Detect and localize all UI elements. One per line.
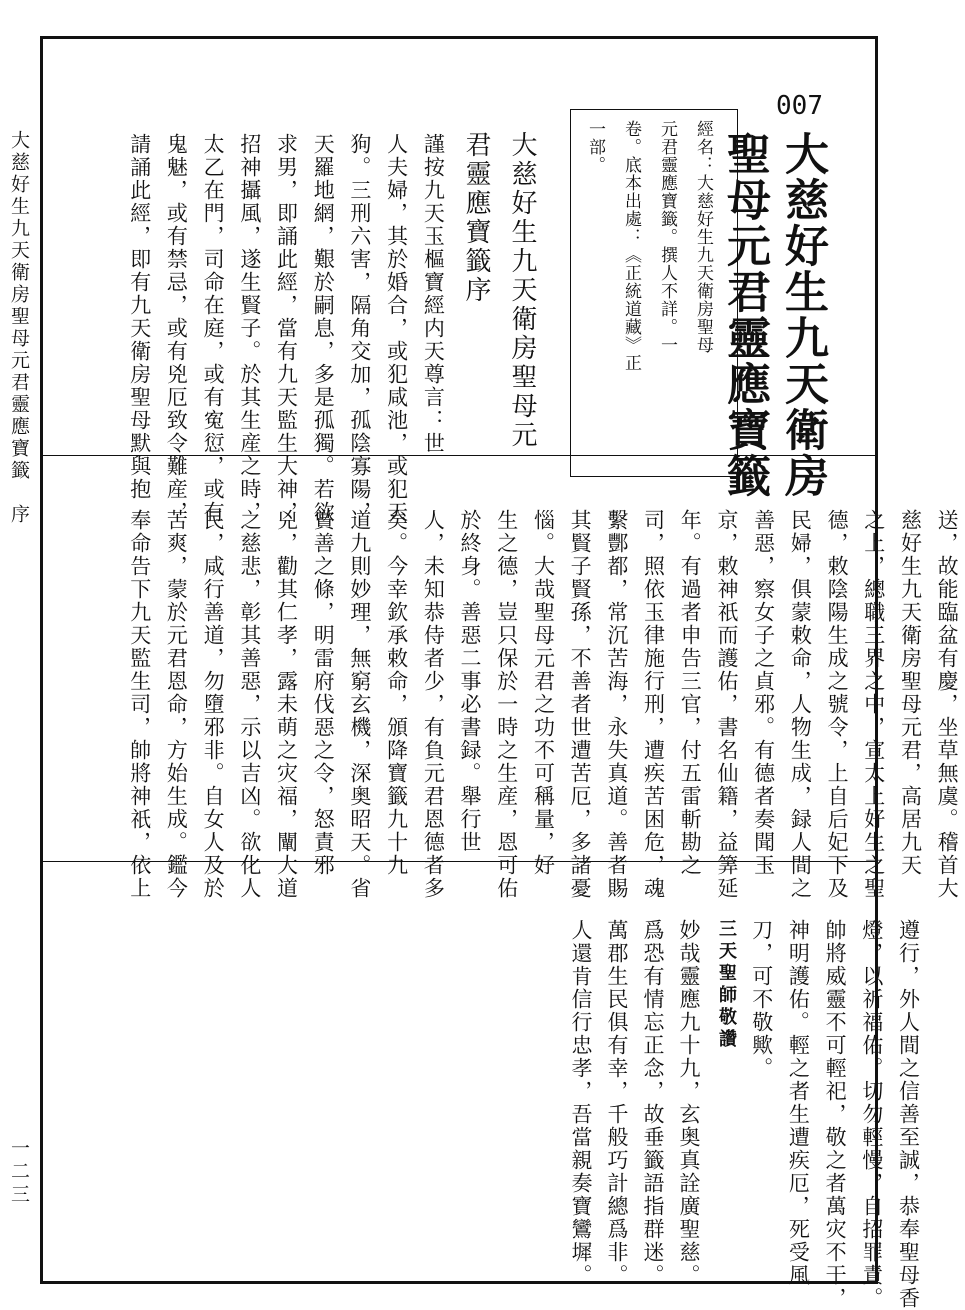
preface-body-top: 謹按九天玉樞寶經内天尊言：世 人夫婦，其於婚合，或犯咸池，或犯天 狗。三刑六害，隔角交加，孤陰寡陽， 天羅地網，艱於嗣息，多是孤獨。若欲 求男，即誦此經，當有九天監生大神， 招神攝風，遂生賢子。於其生産之時， 太乙在門，司命在庭，或有寃愆，或有 鬼魅，或有禁忌，或有兇厄致令難産， 請誦此經，即有九天衛房聖母默與抱 [127, 133, 446, 524]
metadata-text: 經名：大慈好生九天衛房聖母 元君靈應寶籤。撰人不詳。一 卷。底本出處：《正統道藏》正 一部。 [585, 120, 713, 372]
verse-title: 三天聖師敬讚 [716, 919, 737, 1051]
page-number: 一二三 [8, 1138, 30, 1207]
page-frame [40, 36, 960, 1310]
metadata-box [570, 109, 738, 477]
running-header: 大慈好生九天衛房聖母元君靈應寶籤 序 [8, 130, 30, 526]
preface-body-tail: 遵行，外人間之信善至誠，恭奉聖母香 燈，以祈福佑。切勿輕慢，自招罪責。 帥將威靈不可輕祀，敬之者萬灾不干， 神明護佑。輕之者生遭疾厄，死受風 刀，可不敬歟。 [749, 919, 921, 1310]
preface-title: 大慈好生九天衛房聖母元 君靈應寶籤序 [461, 131, 537, 450]
verse-body: 妙哉靈應九十九，玄奥真詮廣聖慈。 爲恐有情忘正念，故垂籤語指群迷。 萬郡生民俱有幸，千般巧計總爲非。 人還肯信行忠孝，吾當親奏寶鸞墀。 [569, 919, 701, 1287]
document-number: 007 [776, 91, 823, 121]
scripture-title: 大慈好生九天衛房 聖母元君靈應寶籤 [719, 131, 828, 499]
preface-body-middle: 送，故能臨盆有慶，坐草無虞。稽首大 慈好生九天衛房聖母元君，高居九天 之上，總職三界之中，宣太上好生之聖 德，敕陰陽生成之號令，上自后妃下及 民婦，俱蒙敕命，人物生成，録人間之 善惡，察女子之貞邪。有德者奏聞玉 京，敕神祇而護佑，書名仙籍，益筭延 年。有過者申告三官，付五雷斬勘之 司，照依玉律施行刑，遭疾苦困危，魂 繫酆都，常沉苦海，永失真道。善者賜 其賢子賢孫，不善者世遭苦厄，多諸憂 惱。大哉聖母元君之功不可稱量，好 生之德，豈只保於一時之生産，恩可佑 於終身。善惡二事必書録。舉行世 人，未知恭侍者少，有負元君恩德者多 矣。今幸欽承敕命，頒降寶籤九十九 道九則妙理，無窮玄機，深奥昭天。省 賞善之條，明雷府伐惡之令，怒責邪 兇，勸其仁孝，露未萌之灾福，闡大道 之慈悲，彰其善惡，示以吉凶。欲化人 民，咸行善道，勿墮邪非。自女人及於 苦爽，蒙於元君恩命，方始生成。鑑今 奉命告下九天監生司，帥將神祇，依上 [127, 509, 960, 900]
